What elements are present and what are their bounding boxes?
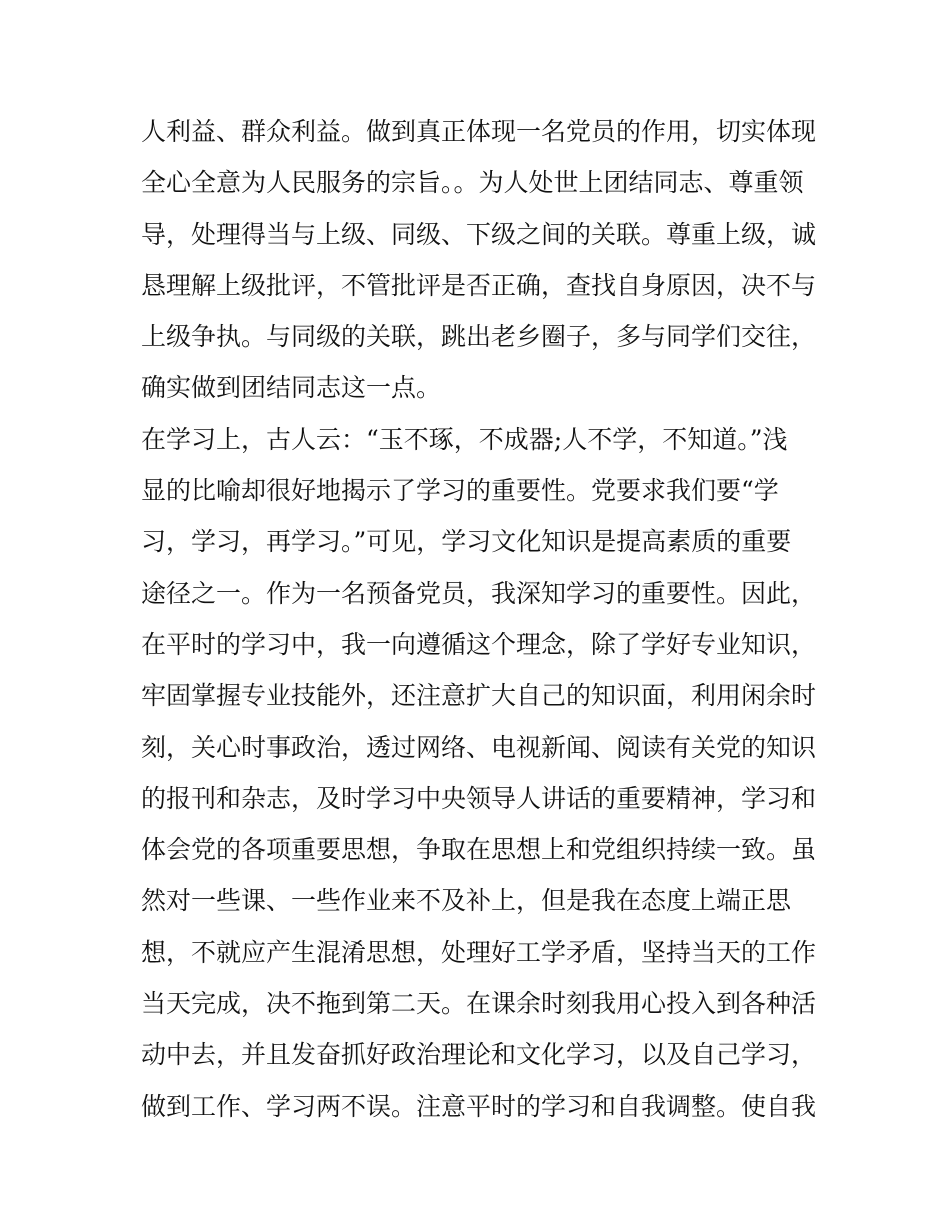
text-line: 当天完成，决不拖到第二天。在课余时刻我用心投入到各种活	[141, 989, 817, 1019]
text-line: 全心全意为人民服务的宗旨。。为人处世上团结同志、尊重领	[141, 168, 804, 198]
text-line: 习，学习，再学习。”可见，学习文化知识是提高素质的重要	[141, 527, 792, 557]
text-line: 上级争执。与同级的关联，跳出老乡圈子，多与同学们交往，	[141, 322, 817, 352]
text-line: 在平时的学习中，我一向遵循这个理念，除了学好专业知识，	[141, 629, 817, 659]
text-line: 恳理解上级批评，不管批评是否正确，查找自身原因，决不与	[141, 270, 817, 300]
text-line: 的报刊和杂志，及时学习中央领导人讲话的重要精神，学习和	[141, 783, 817, 813]
text-line: 体会党的各项重要思想，争取在思想上和党组织持续一致。虽	[141, 835, 817, 865]
text-line: 刻，关心时事政治，透过网络、电视新闻、阅读有关党的知识	[141, 732, 817, 762]
text-line: 做到工作、学习两不误。注意平时的学习和自我调整。使自我	[141, 1091, 817, 1121]
text-line: 导，处理得当与上级、同级、下级之间的关联。尊重上级，诚	[141, 219, 817, 249]
text-line: 途径之一。作为一名预备党员，我深知学习的重要性。因此，	[141, 578, 817, 608]
body-text	[141, 106, 821, 1132]
text-line: 人利益、群众利益。做到真正体现一名党员的作用，切实体现	[141, 117, 817, 146]
text-line: 显的比喻却很好地揭示了学习的重要性。党要求我们要“学	[141, 476, 779, 506]
text-line: 想，不就应产生混淆思想，处理好工学矛盾，坚持当天的工作	[141, 937, 817, 967]
text-line: 牢固掌握专业技能外，还注意扩大自己的知识面，利用闲余时	[141, 681, 817, 711]
text-line: 动中去，并且发奋抓好政治理论和文化学习，以及自己学习，	[141, 1040, 817, 1070]
text-line: 确实做到团结同志这一点。	[141, 373, 442, 403]
text-line: 然对一些课、一些作业来不及补上，但是我在态度上端正思	[141, 886, 792, 916]
text-line: 在学习上，古人云：“玉不琢，不成器;人不学，不知道。”浅	[141, 424, 788, 454]
